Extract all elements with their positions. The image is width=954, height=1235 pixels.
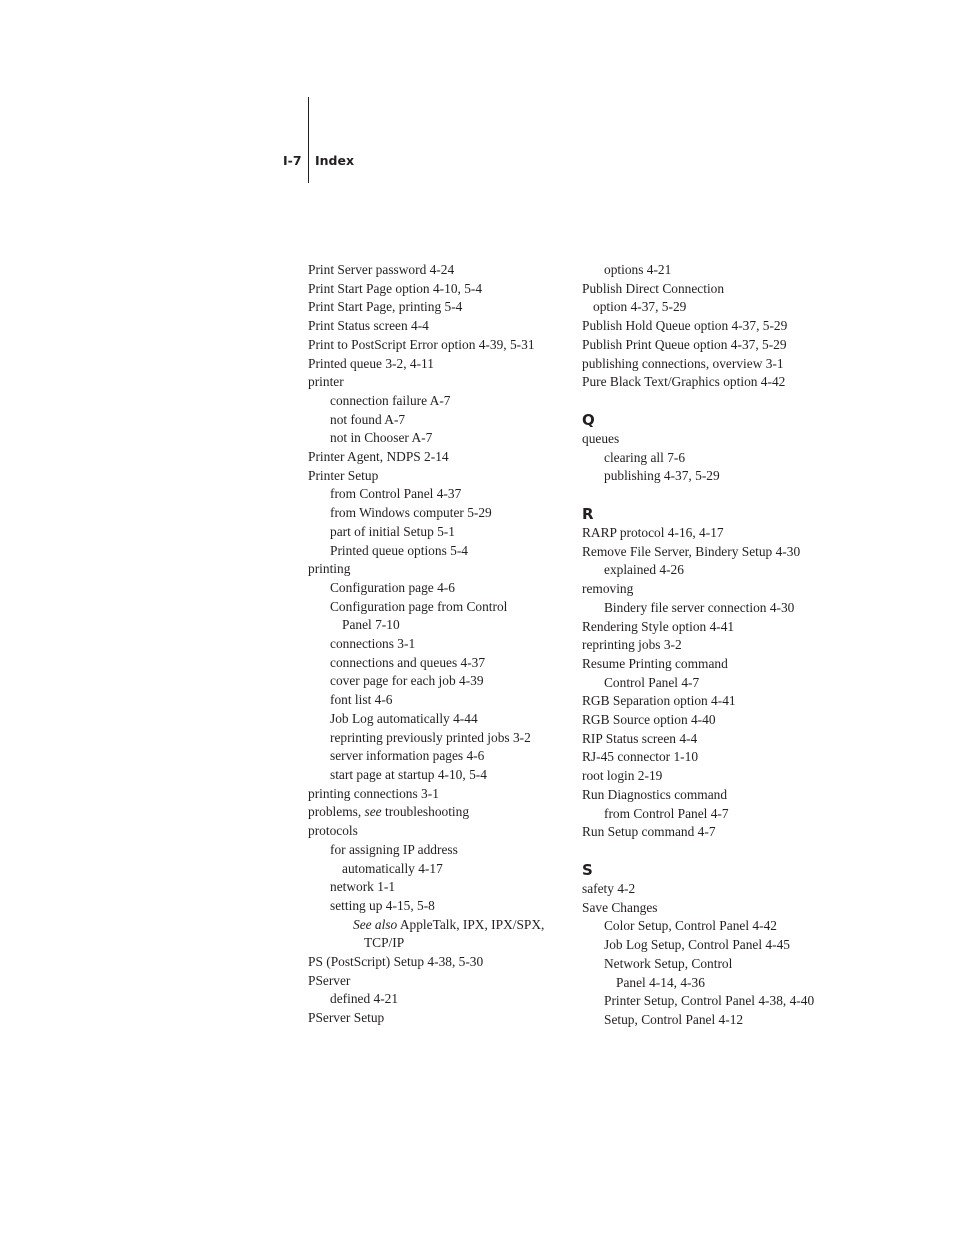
- index-entry: RJ-45 connector 1-10: [582, 749, 699, 765]
- index-entry: publishing 4-37, 5-29: [604, 468, 720, 484]
- index-entry: Publish Hold Queue option 4-37, 5-29: [582, 318, 788, 334]
- index-letter-heading: S: [582, 860, 593, 879]
- index-entry: explained 4-26: [604, 562, 684, 578]
- index-entry: printing connections 3-1: [308, 785, 439, 801]
- index-entry: not in Chooser A-7: [330, 430, 433, 446]
- page-number: I-7: [283, 153, 302, 168]
- index-entry: Configuration page from Control: [330, 598, 508, 614]
- index-entry: from Windows computer 5-29: [330, 505, 492, 521]
- index-entry: option 4-37, 5-29: [593, 299, 687, 315]
- index-entry: Setup, Control Panel 4-12: [604, 1011, 744, 1027]
- index-entry: Publish Direct Connection: [582, 280, 725, 296]
- index-entry-text: AppleTalk, IPX, IPX/SPX,: [397, 916, 545, 932]
- index-entry: options 4-21: [604, 262, 672, 277]
- index-entry: connection failure A-7: [330, 392, 451, 408]
- header-rule: [308, 97, 309, 183]
- index-letter-heading: Q: [582, 410, 595, 429]
- index-entry: Print Start Page option 4-10, 5-4: [308, 280, 483, 296]
- index-entry: Control Panel 4-7: [604, 674, 700, 690]
- index-entry: Run Diagnostics command: [582, 786, 728, 802]
- index-entry: Job Log automatically 4-44: [330, 710, 478, 726]
- index-entry: defined 4-21: [330, 991, 399, 1007]
- index-entry: cover page for each job 4-39: [330, 673, 484, 689]
- index-entry: reprinting previously printed jobs 3-2: [330, 729, 531, 745]
- index-entry: setting up 4-15, 5-8: [330, 897, 435, 913]
- index-cross-reference: See also: [353, 916, 398, 932]
- index-entry: RARP protocol 4-16, 4-17: [582, 525, 724, 541]
- index-entry: from Control Panel 4-37: [330, 486, 462, 502]
- index-entry: Run Setup command 4-7: [582, 824, 716, 840]
- index-entry: from Control Panel 4-7: [604, 805, 729, 821]
- index-column-right: [582, 261, 844, 1030]
- index-entry: Printed queue options 5-4: [330, 542, 468, 558]
- index-entry: Panel 4-14, 4-36: [616, 974, 705, 990]
- index-entry: Print to PostScript Error option 4-39, 5-31: [308, 336, 535, 352]
- index-cross-reference: see: [364, 804, 382, 820]
- index-entry: printer: [308, 374, 344, 390]
- index-entry: queues: [582, 430, 620, 446]
- index-entry: RGB Separation option 4-41: [582, 693, 736, 709]
- index-entry: clearing all 7-6: [604, 449, 686, 465]
- index-entry: root login 2-19: [582, 768, 663, 784]
- index-entry: Panel 7-10: [342, 617, 400, 633]
- index-entry: Rendering Style option 4-41: [582, 618, 735, 634]
- index-entry: network 1-1: [330, 879, 396, 895]
- index-entry: font list 4-6: [330, 692, 393, 708]
- index-entry: Resume Printing command: [582, 655, 728, 671]
- index-entry: [308, 803, 570, 822]
- index-entry: Color Setup, Control Panel 4-42: [604, 918, 777, 934]
- index-entry: Print Start Page, printing 5-4: [308, 299, 463, 315]
- index-letter-heading: R: [582, 505, 594, 524]
- index-entry-text: problems,: [308, 804, 365, 820]
- index-entry: RIP Status screen 4-4: [582, 730, 698, 746]
- index-entry: Pure Black Text/Graphics option 4-42: [582, 374, 786, 390]
- index-entry: Publish Print Queue option 4-37, 5-29: [582, 336, 787, 352]
- index-entry: Print Server password 4-24: [308, 262, 455, 277]
- index-entry: protocols: [308, 823, 358, 839]
- index-entry: Job Log Setup, Control Panel 4-45: [604, 937, 790, 953]
- index-entry: for assigning IP address: [330, 841, 458, 857]
- index-entry: safety 4-2: [582, 880, 636, 896]
- index-entry: Bindery file server connection 4-30: [604, 599, 795, 615]
- index-entry: Configuration page 4-6: [330, 579, 455, 595]
- index-entry: PServer: [308, 972, 351, 988]
- index-entry: printing: [308, 561, 351, 577]
- index-entry: PServer Setup: [308, 1010, 385, 1026]
- index-entry: Printed queue 3-2, 4-11: [308, 355, 434, 371]
- index-entry: removing: [582, 581, 634, 597]
- index-entry: start page at startup 4-10, 5-4: [330, 766, 487, 782]
- index-entry: Printer Setup, Control Panel 4-38, 4-40: [604, 993, 815, 1009]
- index-entry: automatically 4-17: [342, 860, 443, 876]
- index-entry: publishing connections, overview 3-1: [582, 355, 784, 371]
- index-entry: Save Changes: [582, 899, 658, 915]
- section-title: Index: [315, 153, 355, 168]
- index-entry: TCP/IP: [364, 935, 405, 951]
- index-entry: connections and queues 4-37: [330, 654, 486, 670]
- index-entry: RGB Source option 4-40: [582, 712, 716, 728]
- index-entry: Printer Agent, NDPS 2-14: [308, 449, 449, 465]
- index-column-left: [308, 261, 570, 1028]
- index-entry: PS (PostScript) Setup 4-38, 5-30: [308, 954, 484, 970]
- index-entry: server information pages 4-6: [330, 748, 485, 764]
- index-entry: Print Status screen 4-4: [308, 318, 429, 334]
- index-entry: Printer Setup: [308, 467, 379, 483]
- index-entry-text: troubleshooting: [381, 804, 470, 820]
- index-entry: [308, 916, 570, 935]
- index-entry: not found A-7: [330, 411, 406, 427]
- index-entry: Network Setup, Control: [604, 955, 733, 971]
- index-entry: part of initial Setup 5-1: [330, 523, 455, 539]
- index-entry: Remove File Server, Bindery Setup 4-30: [582, 543, 801, 559]
- index-entry: reprinting jobs 3-2: [582, 637, 682, 653]
- index-entry: connections 3-1: [330, 636, 416, 652]
